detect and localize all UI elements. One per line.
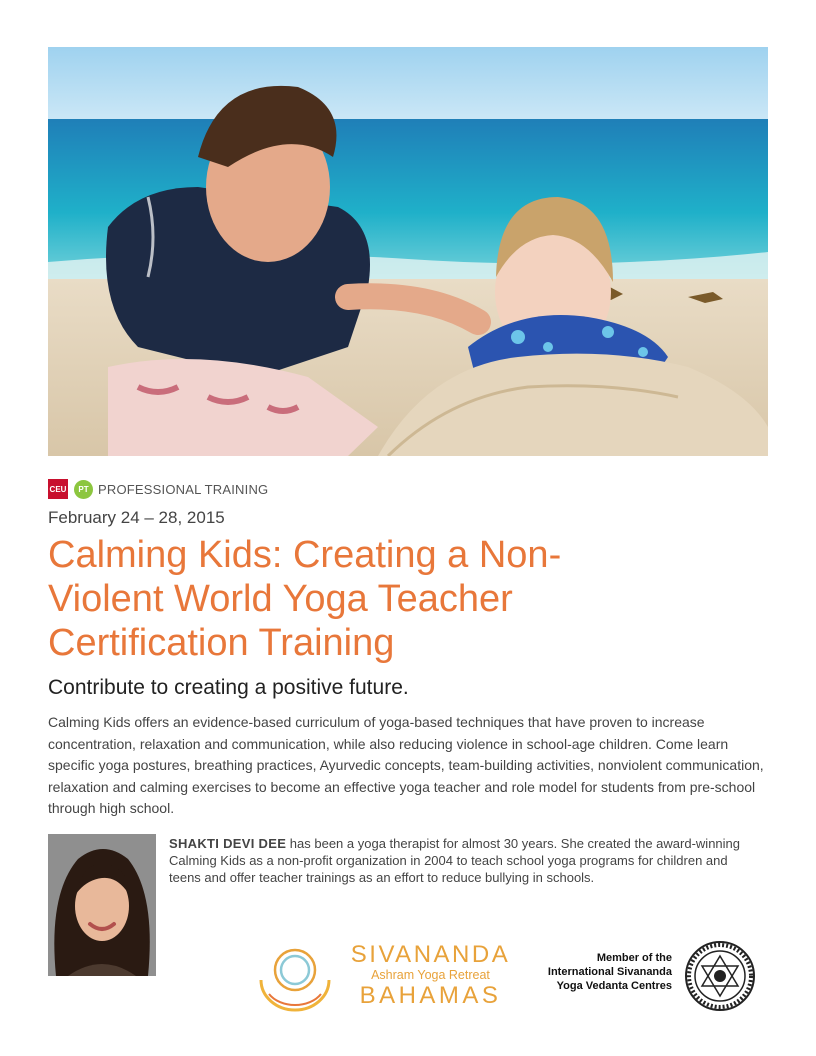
sivananda-logo <box>343 942 518 1009</box>
sivananda-seal-icon <box>684 940 756 1012</box>
training-category: PROFESSIONAL TRAINING <box>98 481 269 497</box>
hero-photo <box>48 47 768 456</box>
member-line-2: International Sivananda <box>547 966 672 978</box>
title-line-1: Calming Kids: Creating a Non- <box>48 534 562 576</box>
subtitle: Contribute to creating a positive future. <box>48 676 409 699</box>
bio-text: has been a yoga therapist for almost 30 years. She created the award-winning Calming Kids as a non-profit organization in 2004 to teach school yoga programs for children and teens and offer teacher trainings as an effort to reduce bullying in schools. <box>169 836 741 885</box>
instructor-portrait <box>48 834 156 976</box>
sivananda-logo-icon <box>255 942 335 1012</box>
training-badges <box>48 479 268 499</box>
pt-badge: PT <box>74 480 93 499</box>
title-line-3: Certification Training <box>48 622 395 664</box>
description: Calming Kids offers an evidence-based curriculum of yoga-based techniques that have proven to increase concentration, relaxation and communication, while also reducing violence in school-age children. Come learn specific yoga postures, breathing practices, Ayurvedic concepts, team-building activities, nonviolent communication, relaxation and calming exercises to become an effective yoga teacher and role model for students from pre-school through high school. <box>48 714 764 816</box>
instructor-bio <box>169 835 759 886</box>
member-line-1: Member of the <box>596 952 672 964</box>
logo-line-3: BAHAMAS <box>359 982 502 1009</box>
logo-line-2: Ashram Yoga Retreat <box>371 968 490 982</box>
logo-line-1: SIVANANDA <box>350 941 511 968</box>
event-date: February 24 – 28, 2015 <box>48 508 225 527</box>
page-title <box>48 533 748 665</box>
membership-note <box>530 951 672 993</box>
member-line-3: Yoga Vedanta Centres <box>556 980 672 992</box>
instructor-name: SHAKTI DEVI DEE <box>169 836 287 851</box>
title-line-2: Violent World Yoga Teacher <box>48 578 513 620</box>
ceu-badge: CEU <box>48 479 68 499</box>
